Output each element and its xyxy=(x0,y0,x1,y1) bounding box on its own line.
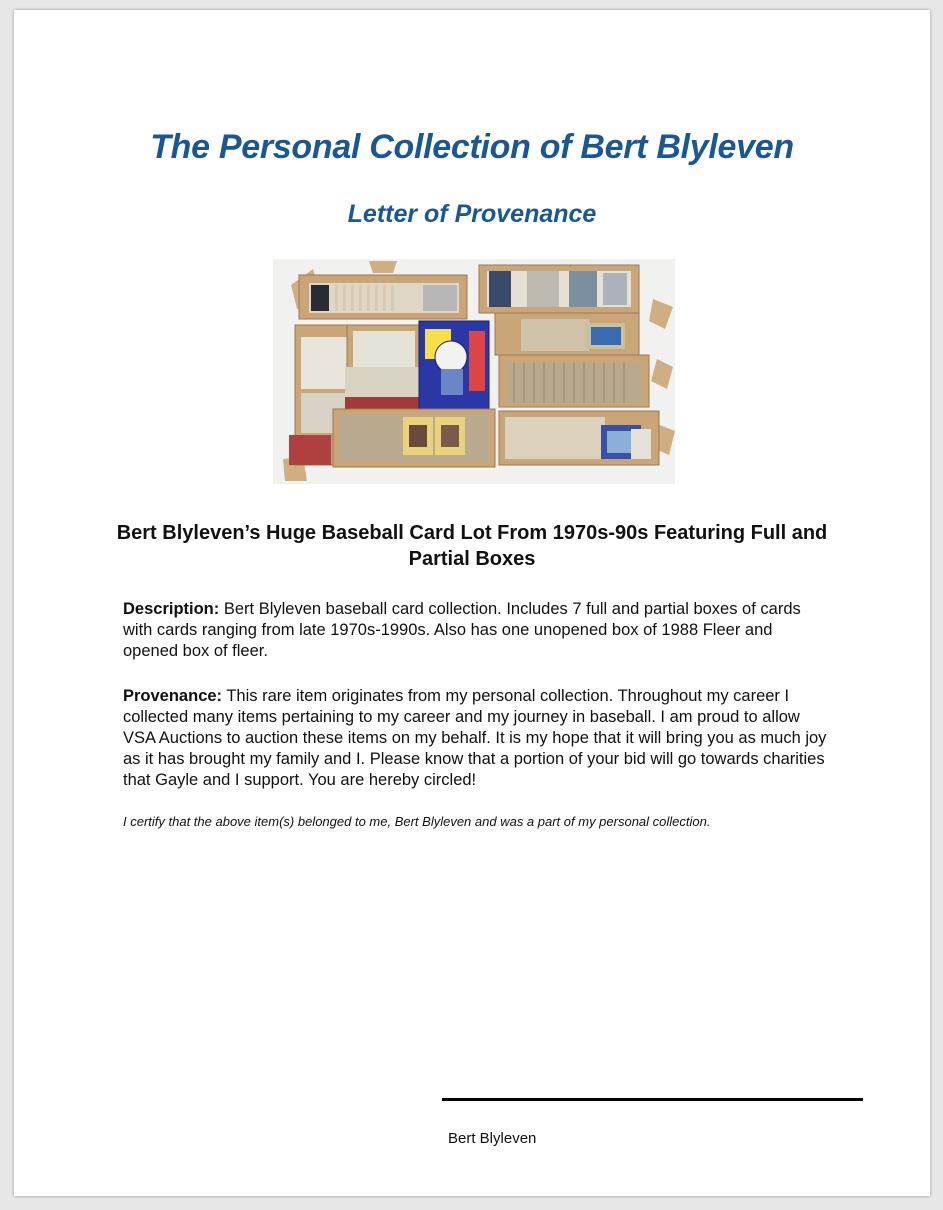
lot-title: Bert Blyleven’s Huge Baseball Card Lot From 1970s-90s Featuring Full and Partial Boxes xyxy=(116,522,828,570)
provenance-paragraph xyxy=(123,686,827,791)
document-title: The Personal Collection of Bert Blyleven xyxy=(150,128,794,166)
description-text: Bert Blyleven baseball card collection. Includes 7 full and partial boxes of cards with cards ranging from late 1970s-1990s. Also has one unopened box of 1988 Fleer and opened box of fleer. xyxy=(123,600,801,660)
description-paragraph xyxy=(123,599,827,662)
signature-line xyxy=(442,1098,863,1101)
description-label: Description: xyxy=(123,600,220,618)
certification-statement: I certify that the above item(s) belonged to me, Bert Blyleven and was a part of my personal collection. xyxy=(123,814,711,829)
provenance-text: This rare item originates from my personal collection. Throughout my career I collected many items pertaining to my career and my journey in baseball. I am proud to allow VSA Auctions to auction these items on my behalf. It is my hope that it will bring you as much joy as it has brought my family and I. Please know that a portion of your bid will go towards charities that Gayle and I support. You are hereby circled! xyxy=(123,687,827,789)
document-subtitle: Letter of Provenance xyxy=(347,200,597,228)
signature-name: Bert Blyleven xyxy=(448,1130,537,1147)
provenance-label: Provenance: xyxy=(123,687,223,705)
document-page xyxy=(14,10,930,1196)
baseball-card-boxes-photo xyxy=(273,259,675,484)
